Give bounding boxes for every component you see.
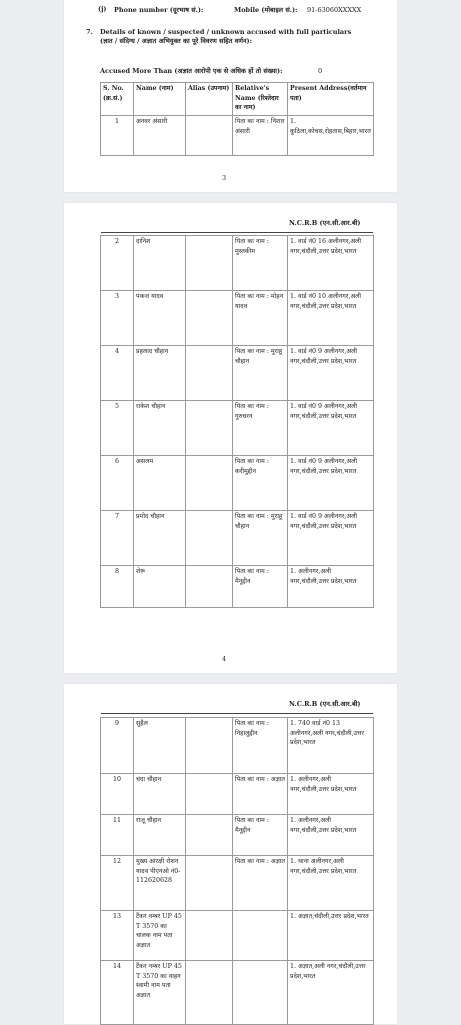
cell-alias <box>186 116 233 156</box>
cell-name: चंदा चौहान <box>134 774 186 815</box>
header-alias: Alias (उपनाम) <box>186 83 233 116</box>
header-name: Name (नाम) <box>134 83 186 116</box>
table-header-row <box>101 83 374 116</box>
cell-alias <box>186 456 233 511</box>
header-relative: Relative's Name (रिश्तेदार का नाम) <box>233 83 288 116</box>
mobile-label: Mobile (मोबाइल सं.): <box>234 6 298 14</box>
table-row <box>101 911 374 961</box>
table-row <box>101 856 374 911</box>
cell-address: 1. वार्ड नं0 9 अलीनगर,अली नगर,चंदौली,उत्तर प्रदेश,भारत <box>288 456 374 511</box>
table-row <box>101 346 374 401</box>
accused-table-page-5 <box>100 717 374 1025</box>
cell-name: राजू चौहान <box>134 815 186 856</box>
mobile-value: 91-63060XXXXX <box>307 6 362 14</box>
cell-sno: 14 <box>101 961 134 1025</box>
table-row <box>101 291 374 346</box>
cell-name: मुख्य आरक्षी रोशन यादव पीएनओ नं0-112620628 <box>134 856 186 911</box>
cell-relative: पिता का नाम : अज्ञात <box>233 856 288 911</box>
cell-address: 1. अलीनगर,अली नगर,चंदौली,उत्तर प्रदेश,भारत <box>288 815 374 856</box>
cell-name: टैंकर नम्बर UP 45 T 3570 का वाहन स्वामी नाम पता अज्ञात <box>134 961 186 1025</box>
cell-name: पंकज यादव <box>134 291 186 346</box>
cell-relative: पिता का नाम : गुरुचरन <box>233 401 288 456</box>
cell-alias <box>186 911 233 961</box>
cell-name: टैंकर नम्बर UP 45 T 3570 का चालक नाम पता अज्ञात <box>134 911 186 961</box>
cell-alias <box>186 961 233 1025</box>
cell-name: दानिश <box>134 236 186 291</box>
cell-sno: 13 <box>101 911 134 961</box>
cell-name: असलम <box>134 456 186 511</box>
cell-relative <box>233 961 288 1025</box>
cell-sno: 4 <box>101 346 134 401</box>
cell-address: 1. वार्ड नं0 9 अलीनगर,अली नगर,चंदौली,उत्तर प्रदेश,भारत <box>288 346 374 401</box>
cell-sno: 8 <box>101 566 134 608</box>
page-number: 3 <box>222 174 227 182</box>
cell-name: प्रमोद चौहान <box>134 511 186 566</box>
phone-label: Phone number (दूरभाष सं.): <box>114 6 204 14</box>
table-row <box>101 815 374 856</box>
cell-relative: पिता का नाम : मुराहू चौहान <box>233 346 288 401</box>
ncrb-header: N.C.R.B (एन.सी.आर.बी) <box>289 219 361 227</box>
cell-relative: पिता का नाम : मैनूद्दीन <box>233 815 288 856</box>
cell-alias <box>186 511 233 566</box>
cell-relative: पिता का नाम : मुस्तकीम <box>233 236 288 291</box>
cell-alias <box>186 401 233 456</box>
accused-table-page-3 <box>100 82 374 156</box>
cell-name: अनवर अंसारी <box>134 116 186 156</box>
cell-name: सुहैल <box>134 718 186 774</box>
cell-name: शेरू <box>134 566 186 608</box>
cell-name: प्रहलाद चौहान <box>134 346 186 401</box>
item-7-number: 7. <box>86 28 93 36</box>
cell-address: 1. अज्ञात,अली नगर,चंदौली,उत्तर प्रदेश,भारत <box>288 961 374 1025</box>
accused-more-value: 0 <box>318 67 323 75</box>
document-page-3 <box>64 0 397 192</box>
page-number: 4 <box>222 655 227 663</box>
header-divider <box>101 232 373 233</box>
cell-sno: 10 <box>101 774 134 815</box>
cell-address: 1. वार्ड नं0 10 अलीनगर,अली नगर,चंदौली,उत्तर प्रदेश,भारत <box>288 291 374 346</box>
table-row <box>101 511 374 566</box>
header-divider <box>101 713 373 714</box>
table-row <box>101 566 374 608</box>
cell-relative: पिता का नाम : निहालुद्दीन <box>233 718 288 774</box>
cell-alias <box>186 856 233 911</box>
cell-address: 1. अलीनगर,अली नगर,चंदौली,उत्तर प्रदेश,भारत <box>288 774 374 815</box>
cell-relative: पिता का नाम : करीमुद्दीन <box>233 456 288 511</box>
cell-alias <box>186 236 233 291</box>
cell-sno: 1 <box>101 116 134 156</box>
cell-name: राकेश चौहान <box>134 401 186 456</box>
cell-alias <box>186 718 233 774</box>
table-row <box>101 401 374 456</box>
cell-address: 1. वार्ड नं0 9 अलीनगर,अली नगर,चंदौली,उत्तर प्रदेश,भारत <box>288 511 374 566</box>
cell-sno: 2 <box>101 236 134 291</box>
header-address: Present Address(वर्तमान पता) <box>288 83 374 116</box>
table-row <box>101 116 374 156</box>
table-row <box>101 961 374 1025</box>
document-page-4 <box>64 203 397 673</box>
cell-sno: 6 <box>101 456 134 511</box>
accused-table-page-4 <box>100 235 374 608</box>
cell-address: 1. वार्ड नं0 16 अलीनगर,अली नगर,चंदौली,उत्तर प्रदेश,भारत <box>288 236 374 291</box>
cell-address: 1. 740 वार्ड नं0 13 अलीनगर,अली नगर,चंदौली,उत्तर प्रदेश,भारत <box>288 718 374 774</box>
cell-relative: पिता का नाम : अज्ञात <box>233 774 288 815</box>
cell-sno: 11 <box>101 815 134 856</box>
cell-sno: 12 <box>101 856 134 911</box>
cell-sno: 3 <box>101 291 134 346</box>
cell-alias <box>186 291 233 346</box>
cell-alias <box>186 346 233 401</box>
cell-address: 1. अलीनगर,अली नगर,चंदौली,उत्तर प्रदेश,भारत <box>288 566 374 608</box>
cell-address: 1. थाना अलीनगर,अली नगर,चंदौली,उत्तर प्रदेश,भारत <box>288 856 374 911</box>
table-row <box>101 718 374 774</box>
table-row <box>101 456 374 511</box>
cell-address: 1. अज्ञात,चंदौली,उत्तर प्रदेश,भारत <box>288 911 374 961</box>
cell-address: 1. वार्ड नं0 9 अलीनगर,अली नगर,चंदौली,उत्तर प्रदेश,भारत <box>288 401 374 456</box>
table-row <box>101 774 374 815</box>
accused-more-label: Accused More Than (अज्ञात आरोपी एक से अधिक हों तो संख्या): <box>100 67 283 75</box>
cell-alias <box>186 774 233 815</box>
header-sno: S. No. (क्र.सं.) <box>101 83 134 116</box>
cell-sno: 7 <box>101 511 134 566</box>
item-7-text: Details of known / suspected / unknown accused with full particulars (ज्ञात / संदिग्ध / अज्ञात अभियुक्त का पूरे विवरण सहित वर्णन): <box>100 28 352 45</box>
cell-relative: पिता का नाम : निशार अंसारी <box>233 116 288 156</box>
cell-relative: पिता का नाम : मुराहू चौहान <box>233 511 288 566</box>
cell-relative: पिता का नाम : मैनूद्दीन <box>233 566 288 608</box>
cell-relative <box>233 911 288 961</box>
document-page-5 <box>64 684 397 1024</box>
ncrb-header: N.C.R.B (एन.सी.आर.बी) <box>289 700 361 708</box>
cell-address: 1. कुठिला,कोचस,रोहतास,बिहार,भारत <box>288 116 374 156</box>
table-row <box>101 236 374 291</box>
cell-relative: पिता का नाम : मोहन यादव <box>233 291 288 346</box>
cell-sno: 9 <box>101 718 134 774</box>
cell-sno: 5 <box>101 401 134 456</box>
cell-alias <box>186 566 233 608</box>
item-j-label: (j) <box>98 5 107 13</box>
cell-alias <box>186 815 233 856</box>
